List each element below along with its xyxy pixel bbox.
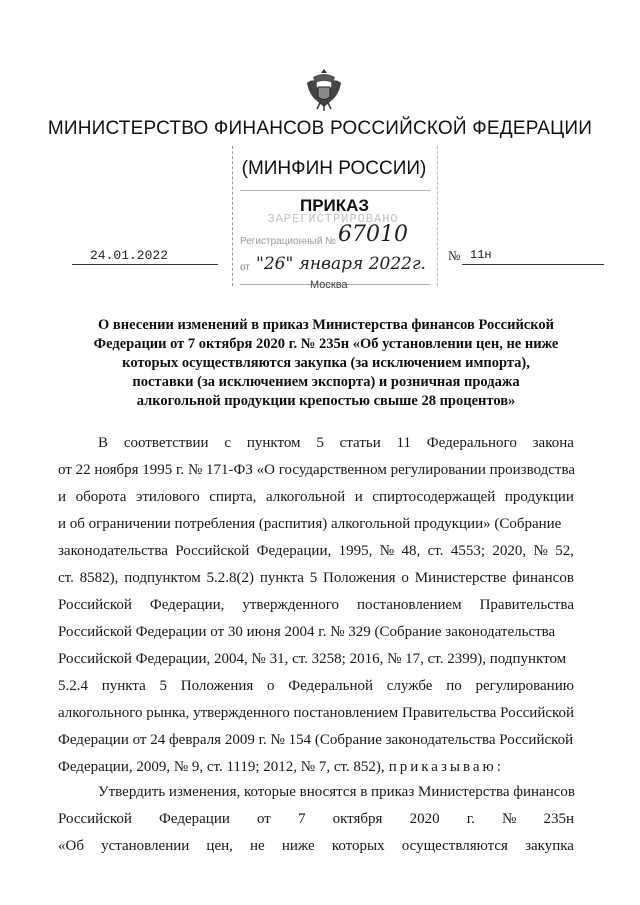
word: Утвердить изменения, которые вносятся в приказ Министерства финансов — [98, 784, 575, 800]
date-underline — [72, 264, 218, 265]
word: г. — [466, 811, 475, 827]
text-line — [58, 457, 574, 484]
text-line — [58, 754, 574, 781]
word: законодательства — [58, 543, 168, 559]
word: не — [250, 838, 265, 854]
word: от 22 ноября 1995 г. № 171-ФЗ «О государственном регулировании производства — [58, 462, 576, 478]
text-line — [58, 833, 574, 860]
text-line — [58, 430, 574, 457]
word: спирта, — [209, 489, 257, 505]
word: 11 — [396, 435, 411, 451]
word: цен, — [206, 838, 233, 854]
text-line — [58, 673, 574, 700]
word: Положения — [180, 678, 254, 694]
number-label: № — [448, 248, 461, 263]
word: по — [446, 678, 462, 694]
ministry-short-name: (МИНФИН РОССИИ) — [241, 158, 427, 179]
text-line — [58, 484, 574, 511]
word: 52, — [555, 543, 574, 559]
text-line — [58, 619, 574, 646]
word: Федеральной — [288, 678, 374, 694]
word: пунктом — [246, 435, 301, 451]
word: 5 — [159, 678, 168, 694]
word: закона — [532, 435, 574, 451]
word: Российской — [58, 597, 132, 613]
word: № — [379, 543, 395, 559]
title-line: алкогольной продукции крепостью свыше 28 процентов» — [136, 393, 516, 409]
word: ст. — [427, 543, 444, 559]
word: финансов — [512, 570, 574, 586]
text-line — [58, 700, 574, 727]
number-underline — [462, 264, 604, 265]
handwritten-registration-date: "26" января 2022г. — [256, 254, 426, 274]
order-date: 24.01.2022 — [90, 248, 169, 263]
word: пункта — [259, 570, 304, 586]
word: регулированию — [475, 678, 574, 694]
word: Российской Федерации от 30 июня 2004 г. № 329 (Собрание законодательства — [58, 624, 556, 640]
word: В — [98, 435, 109, 451]
word: 2020, — [492, 543, 527, 559]
word: Федерации от 24 февраля 2009 г. № 154 (Собрание законодательства Российской — [58, 732, 574, 748]
paragraph-decision — [58, 779, 574, 860]
word: октября — [332, 811, 383, 827]
word: закупка — [525, 838, 574, 854]
word: соответствии — [123, 435, 209, 451]
word: Федерации — [159, 811, 230, 827]
text-line — [58, 511, 574, 538]
word: которых — [331, 838, 385, 854]
word: 2020 — [409, 811, 440, 827]
word: с — [224, 435, 232, 451]
text-line — [58, 646, 574, 673]
word: установлении — [101, 838, 190, 854]
title-line: которых осуществляются закупка (за исключением импорта), — [122, 355, 530, 371]
word: 5 — [309, 570, 318, 586]
word: 235н — [543, 811, 574, 827]
word: «Об — [58, 838, 84, 854]
word: статьи — [339, 435, 381, 451]
stamp-divider — [240, 190, 430, 191]
word: 5.2.4 — [58, 678, 88, 694]
paragraph-preamble — [58, 430, 574, 781]
text-line — [58, 779, 574, 806]
order-emphasis: приказываю: — [388, 759, 504, 775]
word: подпунктом — [124, 570, 201, 586]
registration-number: 67010 — [338, 222, 408, 247]
word: Положения — [323, 570, 396, 586]
word: ст. — [58, 570, 74, 586]
word: оборота — [75, 489, 127, 505]
stamp-faint-text: ЗАРЕГИСТРИРОВАНО — [267, 212, 399, 226]
word: продукции — [504, 489, 574, 505]
word: 1995, — [338, 543, 373, 559]
title-line: О внесении изменений в приказ Министерства финансов Российской — [98, 317, 554, 333]
word: Министерстве — [414, 570, 507, 586]
word: ниже — [281, 838, 315, 854]
word: 5.2.8(2) — [206, 570, 255, 586]
word: этилового — [135, 489, 200, 505]
word: 5 — [316, 435, 324, 451]
title-line: Федерации от 7 октября 2020 г. № 235н «Об установлении цен, не ниже — [93, 336, 559, 352]
document-type: ПРИКАЗ — [300, 196, 370, 215]
word: спиртосодержащей — [372, 489, 496, 505]
text-line — [58, 592, 574, 619]
text-line — [58, 538, 574, 565]
word: Федерации, 2009, № 9, ст. 1119; 2012, № 7, ст. 852), — [58, 759, 385, 775]
word: Федерации, — [149, 597, 225, 613]
coat-of-arms-emblem — [301, 65, 347, 115]
word: и об ограничении потребления (распития) алкогольной продукции» (Собрание — [58, 516, 562, 532]
word: и — [58, 489, 67, 505]
stamp-date-prefix: от — [240, 262, 250, 273]
word: и — [354, 489, 363, 505]
word: алкогольного рынка, утвержденного постановлением Правительства Российской — [58, 705, 575, 721]
order-title — [66, 316, 586, 411]
word: службе — [386, 678, 433, 694]
word: Федерального — [426, 435, 517, 451]
word: пункта — [101, 678, 146, 694]
word: 8582), — [79, 570, 119, 586]
word: 7 — [297, 811, 306, 827]
word: о — [267, 678, 275, 694]
word: о — [401, 570, 409, 586]
word: Российской Федерации, 2004, № 31, ст. 3258; 2016, № 17, ст. 2399), подпунктом — [58, 651, 567, 667]
registration-label: Регистрационный № — [240, 236, 336, 247]
word: № — [533, 543, 548, 559]
word: Правительства — [479, 597, 574, 613]
text-line — [58, 727, 574, 754]
ministry-name: МИНИСТЕРСТВО ФИНАНСОВ РОССИЙСКОЙ ФЕДЕРАЦИИ — [47, 118, 593, 139]
text-line — [58, 565, 574, 592]
word: осуществляются — [401, 838, 508, 854]
word: 48, — [401, 543, 421, 559]
word: № — [502, 811, 517, 827]
order-number: 11н — [470, 248, 492, 262]
title-line: поставки (за исключением экспорта) и розничная продажа — [132, 374, 520, 390]
word: от — [257, 811, 271, 827]
word: постановлением — [356, 597, 462, 613]
word: Российской — [175, 543, 250, 559]
text-line — [58, 806, 574, 833]
word: 4553; — [450, 543, 485, 559]
word: Федерации, — [256, 543, 332, 559]
word: утвержденного — [242, 597, 340, 613]
word: Российской — [58, 811, 132, 827]
word: алкогольной — [265, 489, 346, 505]
city: Москва — [310, 279, 348, 291]
